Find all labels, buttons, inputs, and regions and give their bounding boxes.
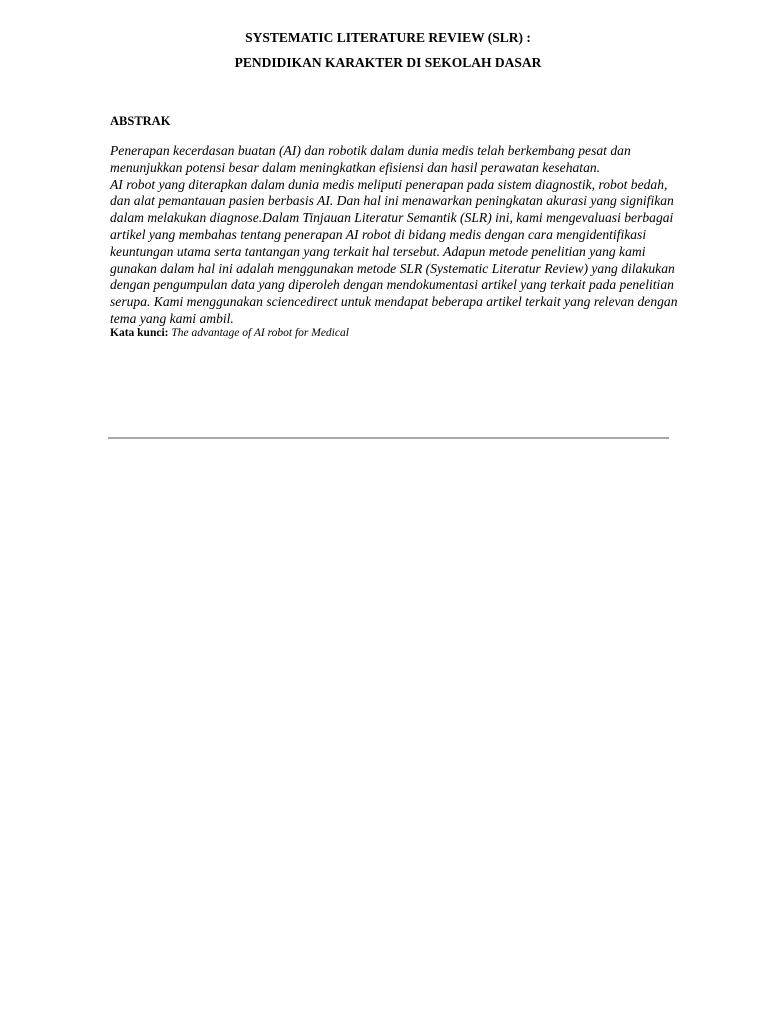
abstract-line: menunjukkan potensi besar dalam meningkatkan efisiensi dan hasil perawatan kesehatan. [110,159,601,175]
keywords [110,326,349,341]
abstract-line: keuntungan utama serta tantangan yang terkait hal tersebut. Adapun metode penelitian yang kami [110,243,646,259]
document-title [0,25,768,75]
title-line-2: PENDIDIKAN KARAKTER DI SEKOLAH DASAR [234,55,542,70]
title-line-1: SYSTEMATIC LITERATURE REVIEW (SLR) : [245,30,531,45]
horizontal-rule [108,437,669,439]
abstract-line: AI robot yang diterapkan dalam dunia medis meliputi penerapan pada sistem diagnostik, robot bedah, [110,176,668,192]
keywords-label: Kata kunci: [110,327,169,339]
abstract-line: tema yang kami ambil. [110,310,234,326]
abstract-line: dalam melakukan diagnose.Dalam Tinjauan Literatur Semantik (SLR) ini, kami mengevaluasi berbagai [110,210,674,226]
keywords-value: The advantage of AI robot for Medical [171,327,349,339]
abstract-line: gunakan dalam hal ini adalah menggunakan metode SLR (Systematic Literatur Review) yang dilakukan [110,260,675,276]
abstract-heading: ABSTRAK [110,114,171,128]
abstract-line: Penerapan kecerdasan buatan (AI) dan robotik dalam dunia medis telah berkembang pesat dan [110,143,631,158]
abstract-body [110,143,762,328]
abstract-line: dan alat pemantauan pasien berbasis AI. Dan hal ini menawarkan peningkatan akurasi yang signifikan [110,193,674,209]
abstract-line: artikel yang membahas tentang penerapan AI robot di bidang medis dengan cara mengidentifikasi [110,226,647,242]
abstract-line: dengan pengumpulan data yang diperoleh dengan mendokumentasi artikel yang terkait pada penelitian [110,277,674,293]
abstract-line: serupa. Kami menggunakan sciencedirect untuk mendapat beberapa artikel terkait yang relevan dengan [110,294,678,310]
